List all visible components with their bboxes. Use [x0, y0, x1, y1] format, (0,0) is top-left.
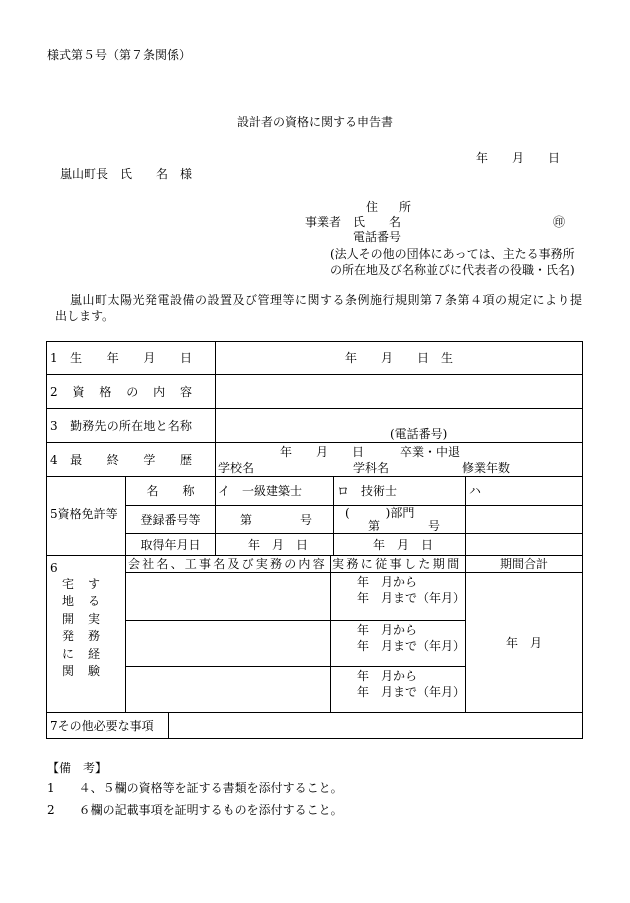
row7-label: 7その他必要な事項	[50, 719, 154, 733]
row2-label-cell	[47, 375, 216, 409]
registration-label-cell	[126, 506, 216, 534]
row3-value-cell	[216, 409, 583, 443]
acquired-date-label-cell	[126, 534, 216, 556]
study-years-label: 修業年数	[462, 461, 511, 475]
row1-label-cell	[47, 342, 216, 375]
row6-number: 6	[50, 561, 58, 575]
acquired-date-c-cell	[466, 534, 583, 556]
period-from: 年 月から	[357, 669, 418, 683]
row6-label-cell	[47, 556, 126, 713]
acquired-date-b-cell	[334, 534, 466, 556]
license-option-c-cell	[466, 477, 583, 506]
row4-label: 4 最 終 学 歴	[50, 453, 192, 467]
row4-value-cell	[216, 443, 583, 477]
work-period-cell-3	[331, 667, 466, 713]
row3-label-cell	[47, 409, 216, 443]
row5-label-cell	[47, 477, 126, 556]
registration-c-cell	[466, 506, 583, 534]
row5-label: 5資格免許等	[50, 507, 118, 521]
row2-label: 2 資 格 の 内 容	[50, 385, 192, 399]
period-from: 年 月から	[357, 575, 418, 589]
row6-label-column1: 宅地開発に関	[62, 577, 75, 679]
period-to: 年 月まで（年月）	[357, 591, 466, 605]
work-content-cell-3	[126, 667, 331, 713]
submission-date: 年 月 日	[476, 151, 561, 165]
work-period-header: 実務に従事した期間	[332, 557, 462, 571]
address-label: 住 所	[366, 200, 411, 214]
row2-value-cell	[216, 375, 583, 409]
work-period-cell-1	[331, 573, 466, 621]
addressee: 嵐山町長 氏 名 様	[60, 167, 193, 181]
period-total-cell	[466, 573, 583, 713]
acquired-date-a: 年 月 日	[248, 538, 309, 552]
period-total-header: 期間合計	[499, 557, 548, 571]
acquired-date-a-cell	[216, 534, 334, 556]
row7-value-cell	[169, 713, 583, 739]
remarks-item: 1 ４、５欄の資格等を証する書類を添付すること。	[47, 781, 343, 795]
corporate-note-line2: の所在地及び名称並びに代表者の役職・氏名)	[330, 263, 575, 277]
workplace-phone-label: (電話番号)	[390, 427, 448, 441]
registration-label: 登録番号等	[140, 513, 201, 527]
work-period-header-cell	[331, 556, 466, 573]
phone-label: 電話番号	[353, 230, 402, 244]
birth-date-value: 年 月 日 生	[345, 351, 454, 365]
license-option-a-cell	[216, 477, 334, 506]
row3-label: 3 勤務先の所在地と名称	[50, 419, 192, 433]
work-content-header-cell	[126, 556, 331, 573]
row6-label-column2: する実務経験	[88, 577, 101, 679]
work-period-cell-2	[331, 621, 466, 667]
registration-a-cell	[216, 506, 334, 534]
license-option-b: ロ 技術士	[337, 484, 398, 498]
registration-b-cell	[334, 506, 466, 534]
license-name-label-cell	[126, 477, 216, 506]
registration-b-number: 第 号	[368, 519, 441, 533]
license-option-c: ハ	[469, 484, 482, 498]
document-title: 設計者の資格に関する申告書	[236, 115, 393, 129]
declaration-table	[46, 341, 583, 739]
seal-mark: ㊞	[553, 215, 566, 229]
registration-b-division: ( )部門	[345, 506, 415, 520]
period-to: 年 月まで（年月）	[357, 639, 466, 653]
work-content-header: 会社名、工事名及び実務の内容	[128, 557, 327, 571]
row1-label: 1 生 年 月 日	[50, 351, 192, 365]
license-option-a: イ 一級建築士	[218, 484, 303, 498]
department-label: 学科名	[353, 461, 390, 475]
period-total-value: 年 月	[505, 636, 542, 650]
acquired-date-b: 年 月 日	[373, 538, 434, 552]
work-content-cell-2	[126, 621, 331, 667]
row1-value-cell	[216, 342, 583, 375]
row4-label-cell	[47, 443, 216, 477]
corporate-note-line1: (法人その他の団体にあっては、主たる事務所	[330, 247, 575, 261]
body-text-line2: 出します。	[55, 309, 115, 323]
form-number: 様式第５号（第７条関係）	[47, 48, 192, 62]
graduation-status: 卒業・中退	[400, 445, 461, 459]
period-to: 年 月まで（年月）	[357, 685, 466, 699]
body-text-line1: 嵐山町太陽光発電設備の設置及び管理等に関する条例施行規則第７条第４項の規定により提	[70, 293, 583, 307]
graduation-date: 年 月 日	[280, 445, 365, 459]
license-option-b-cell	[334, 477, 466, 506]
work-content-cell-1	[126, 573, 331, 621]
registration-a-number: 第 号	[240, 513, 313, 527]
remarks-item: 2 ６欄の記載事項を証明するものを添付すること。	[47, 803, 343, 817]
acquired-date-label: 取得年月日	[140, 538, 201, 552]
remarks-heading: 【備 考】	[47, 761, 108, 775]
period-total-header-cell	[466, 556, 583, 573]
applicant-name-label: 事業者 氏 名	[305, 215, 402, 229]
school-name-label: 学校名	[218, 461, 255, 475]
row7-label-cell	[47, 713, 169, 739]
license-name-label: 名 称	[146, 484, 195, 498]
period-from: 年 月から	[357, 623, 418, 637]
